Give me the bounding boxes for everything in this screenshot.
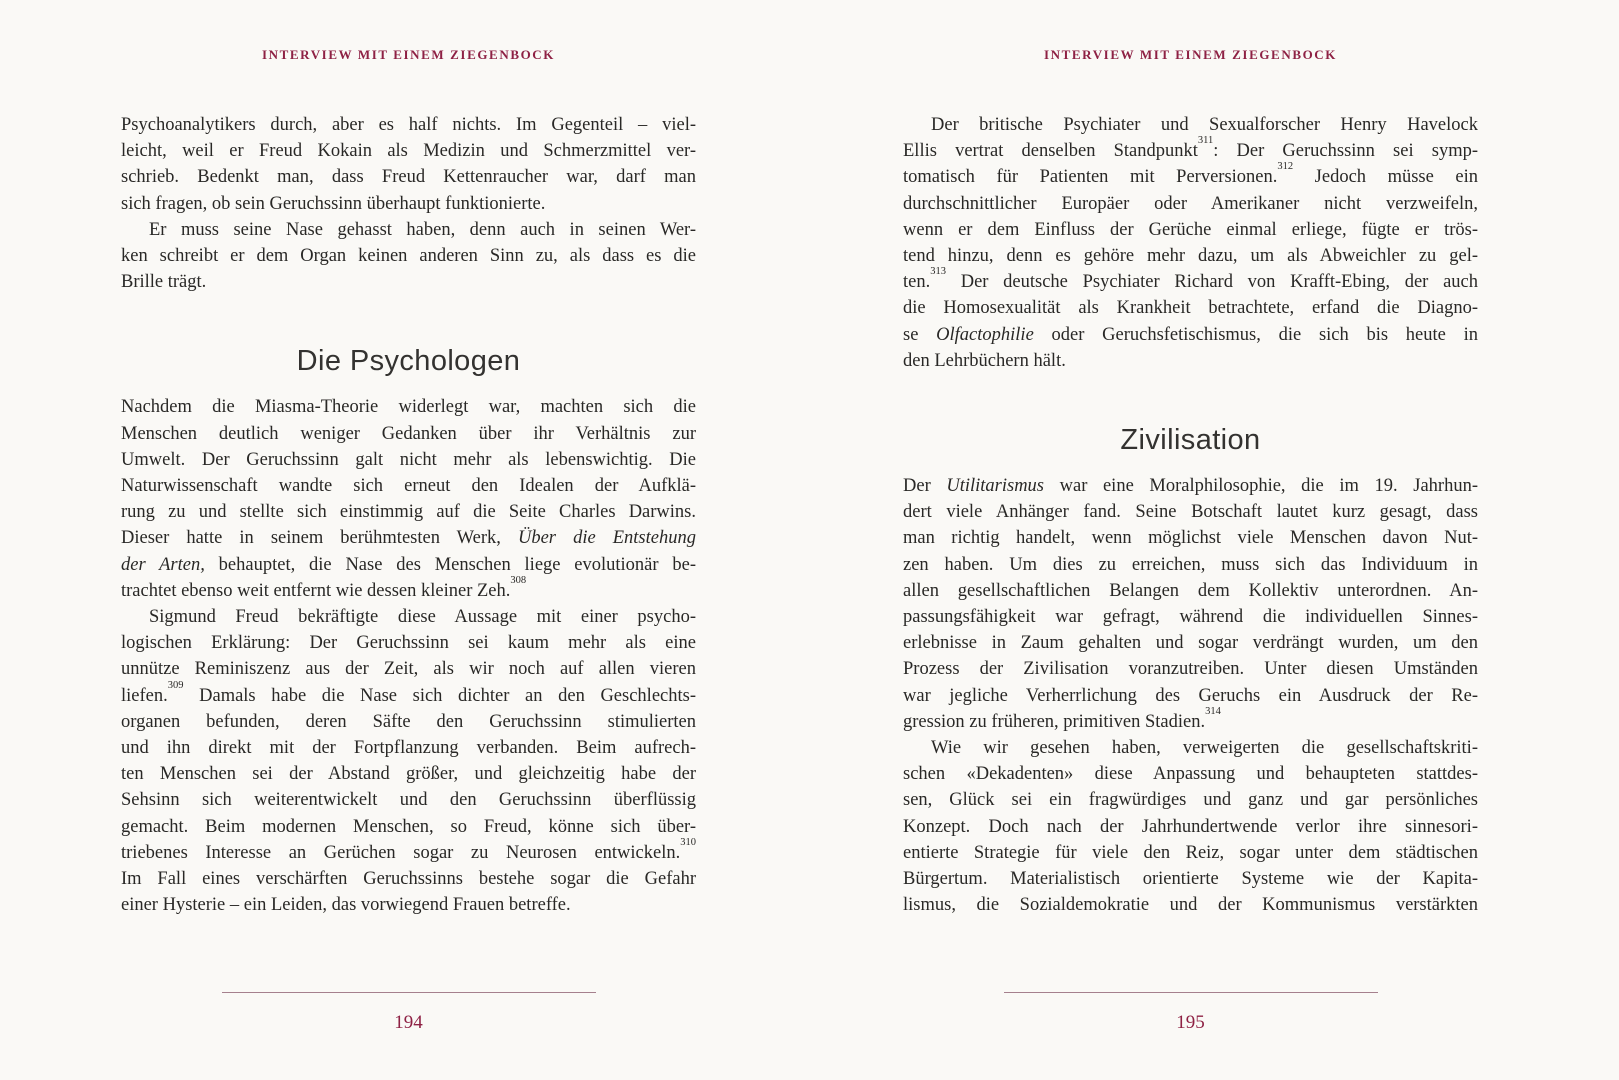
page-number: 195 <box>1176 1012 1205 1033</box>
footer-rule <box>1004 992 1378 993</box>
text-line: durchschnittlicher Europäer oder Amerikaner nicht verzweifeln, <box>903 193 1478 214</box>
text-line: Sehsinn sich weiterentwickelt und den Geruchssinn überflüssig <box>121 790 696 811</box>
text-line: Er muss seine Nase gehasst haben, denn auch in seinen Wer- <box>149 219 696 240</box>
paragraph <box>903 735 1478 918</box>
text-line: Im Fall eines verschärften Geruchssinns bestehe sogar die Gefahr <box>121 869 696 890</box>
text-line: Der britische Psychiater und Sexualforscher Henry Havelock <box>931 115 1478 135</box>
text-line: se Olfactophilie oder Geruchsfetischismus, die sich bis heute in <box>903 324 1478 345</box>
text-line: schen «Dekadenten» diese Anpassung und behaupteten stattdes- <box>903 764 1478 785</box>
text-line: sich fragen, ob sein Geruchssinn überhaupt funktionierte. <box>121 193 546 214</box>
text-line: passungsfähigkeit war gefragt, während die individuellen Sinnes- <box>903 607 1478 628</box>
text-line: war jegliche Verherrlichung des Geruchs ein Ausdruck der Re- <box>903 685 1478 706</box>
text-line: Sigmund Freud bekräftigte diese Aussage mit einer psycho- <box>149 607 696 628</box>
section-heading: Zivilisation <box>1120 424 1261 457</box>
text-line: man richtig handelt, wenn möglichst viele Menschen davon Nut- <box>903 528 1478 549</box>
page-right <box>903 0 1478 1080</box>
text-line: triebenes Interesse an Gerüchen sogar zu Neurosen entwickeln.$^{310}$ <box>121 836 696 863</box>
text-line: der Arten, behauptet, die Nase des Menschen liege evolutionär be- <box>121 554 696 575</box>
text-line: wenn er dem Einfluss der Gerüche einmal erliege, fügte er trös- <box>903 219 1478 240</box>
text-line: Brille trägt. <box>121 272 207 293</box>
paragraph <box>903 112 1478 374</box>
text-line: ten.$^{313}$ Der deutsche Psychiater Richard von Krafft-Ebing, der auch <box>903 266 1478 293</box>
text-line: den Lehrbüchern hält. <box>903 350 1066 371</box>
text-line: Nachdem die Miasma-Theorie widerlegt war, machten sich die <box>121 397 696 418</box>
text-line: Menschen deutlich weniger Gedanken über ihr Verhältnis zur <box>121 423 696 444</box>
paragraph <box>903 473 1478 735</box>
text-line: leicht, weil er Freud Kokain als Medizin und Schmerzmittel ver- <box>121 141 696 162</box>
text-block <box>903 112 1478 918</box>
text-line: gemacht. Beim modernen Menschen, so Freud, könne sich über- <box>121 816 696 837</box>
text-line: tend hinzu, denn es gehöre mehr dazu, um als Abweichler zu gel- <box>903 246 1478 267</box>
text-line: Ellis vertrat denselben Standpunkt$^{311}$: Der Geruchssinn sei symp- <box>903 135 1479 162</box>
paragraph <box>121 217 696 296</box>
text-line: Umwelt. Der Geruchssinn galt nicht mehr als lebenswichtig. Die <box>121 449 696 470</box>
text-line: organen befunden, deren Säfte den Geruchssinn stimulierten <box>121 711 696 732</box>
paragraph <box>121 394 696 604</box>
text-line: Konzept. Doch nach der Jahrhundertwende verlor ihre sinnesori- <box>903 816 1478 837</box>
text-line: dert viele Anhänger fand. Seine Botschaft lautet kurz gesagt, dass <box>903 502 1478 523</box>
page-left <box>121 0 696 1080</box>
text-line: schrieb. Bedenkt man, dass Freud Kettenraucher war, darf man <box>121 167 696 188</box>
paragraph <box>121 112 696 217</box>
text-line: sen, Glück sei ein fragwürdiges und ganz und gar persönliches <box>903 790 1478 811</box>
text-line: und ihn direkt mit der Fortpflanzung verbanden. Beim aufrech- <box>121 738 696 759</box>
text-line: allen gesellschaftlichen Belangen dem Kollektiv unterordnen. An- <box>903 580 1478 601</box>
footer-rule <box>222 992 596 993</box>
text-line: lismus, die Sozialdemokratie und der Kommunismus verstärkten <box>903 895 1478 916</box>
text-line: die Homosexualität als Krankheit betrachtete, erfand die Diagno- <box>903 298 1478 319</box>
text-line: trachtet ebenso weit entfernt wie dessen kleiner Zeh.$^{308}$ <box>121 574 527 601</box>
paragraph <box>121 604 696 918</box>
section-heading: Die Psychologen <box>296 345 521 378</box>
text-line: erlebnisse in Zaum gehalten und sogar verdrängt wurden, um den <box>903 633 1478 654</box>
text-line: Bürgertum. Materialistisch orientierte Systeme wie der Kapita- <box>903 869 1478 890</box>
text-line: ken schreibt er dem Organ keinen anderen Sinn zu, als dass es die <box>121 246 696 267</box>
text-line: Naturwissenschaft wandte sich erneut den Idealen der Aufklä- <box>121 476 696 497</box>
running-head: INTERVIEW MIT EINEM ZIEGENBOCK <box>1043 47 1338 62</box>
page-number: 194 <box>394 1012 423 1033</box>
text-block <box>121 112 696 918</box>
text-line: logischen Erklärung: Der Geruchssinn sei kaum mehr als eine <box>121 633 696 654</box>
running-head: INTERVIEW MIT EINEM ZIEGENBOCK <box>261 47 556 62</box>
text-line: unnütze Reminiszenz aus der Zeit, als wir noch auf allen vieren <box>121 659 696 680</box>
text-line: liefen.$^{309}$ Damals habe die Nase sich dichter an den Geschlechts- <box>121 679 696 706</box>
text-line: Der Utilitarismus war eine Moralphilosophie, die im 19. Jahrhun- <box>903 476 1478 497</box>
text-line: gression zu früheren, primitiven Stadien.$^{314}$ <box>903 705 1221 732</box>
text-line: zen haben. Um dies zu erreichen, muss sich das Individuum in <box>903 554 1478 575</box>
text-line: tomatisch für Patienten mit Perversionen.$^{312}$ Jedoch müsse ein <box>903 161 1478 188</box>
text-line: rung zu und stellte sich einstimmig auf die Seite Charles Darwins. <box>121 502 696 523</box>
text-line: Wie wir gesehen haben, verweigerten die gesellschaftskriti- <box>931 738 1478 759</box>
text-line: einer Hysterie – ein Leiden, das vorwiegend Frauen betreffe. <box>121 895 571 916</box>
text-line: ten Menschen sei der Abstand größer, und gleichzeitig habe der <box>121 764 696 785</box>
text-line: Psychoanalytikers durch, aber es half nichts. Im Gegenteil – viel- <box>121 115 696 135</box>
text-line: entierte Strategie für viele den Reiz, sogar unter dem städtischen <box>903 842 1478 863</box>
text-line: Dieser hatte in seinem berühmtesten Werk, Über die Entstehung <box>121 528 696 549</box>
text-line: Prozess der Zivilisation voranzutreiben. Unter diesen Umständen <box>903 659 1478 680</box>
